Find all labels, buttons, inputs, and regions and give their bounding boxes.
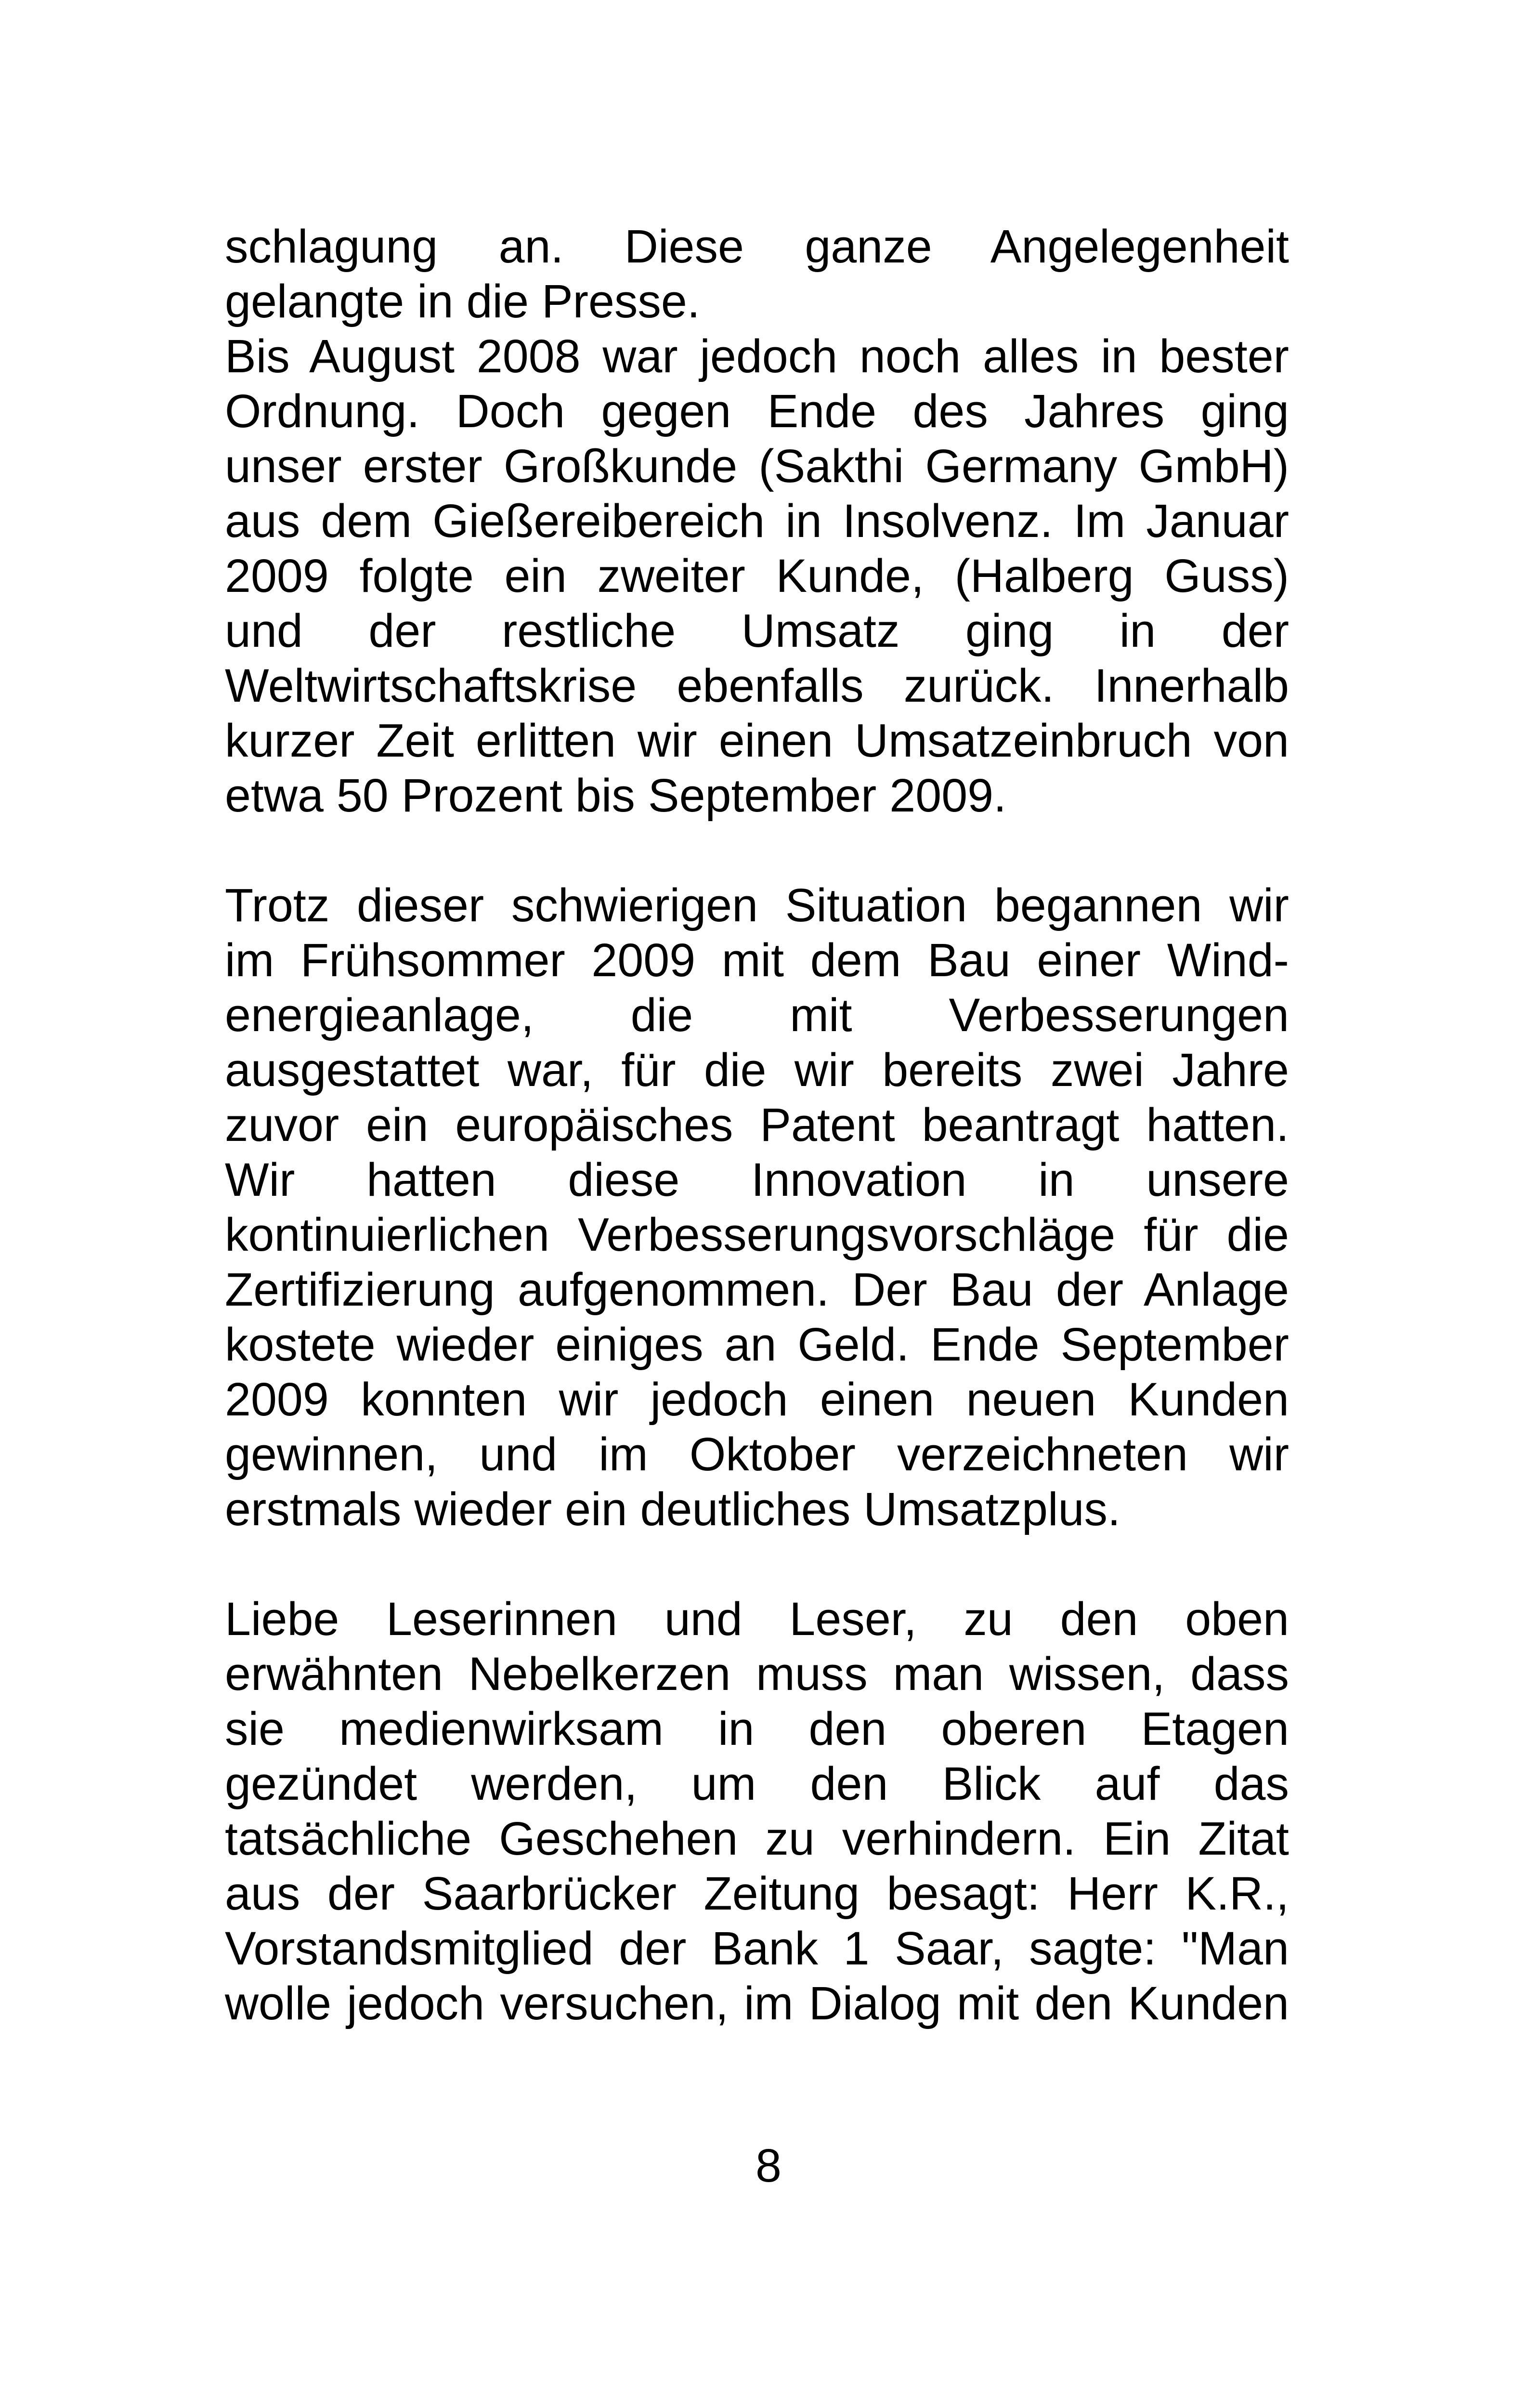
page-number: 8	[755, 2139, 782, 2192]
paragraph-4	[225, 1592, 1289, 2031]
text-line: kostete wieder einiges an Geld. Ende September	[225, 1318, 1289, 1371]
paragraph-3	[225, 878, 1289, 1537]
paragraph-2	[225, 329, 1289, 823]
text-line: etwa 50 Prozent bis September 2009.	[225, 769, 1007, 822]
text-line: gelangte in die Presse.	[225, 275, 700, 327]
text-line: Trotz dieser schwierigen Situation begannen wir	[225, 879, 1289, 931]
text-line: Vorstandsmitglied der Bank 1 Saar, sagte: "Man	[225, 1922, 1289, 1975]
text-line: und der restliche Umsatz ging in der	[225, 604, 1289, 657]
text-line: erwähnten Nebelkerzen muss man wissen, dass	[225, 1648, 1289, 1700]
text-line: 2009 konnten wir jedoch einen neuen Kunden	[225, 1373, 1289, 1426]
text-line: ausgestattet war, für die wir bereits zwei Jahre	[225, 1044, 1289, 1096]
body-text	[225, 219, 1289, 2031]
text-line: unser erster Großkunde (Sakthi Germany GmbH)	[225, 440, 1289, 492]
text-line: kontinuierlichen Verbesserungsvorschläge für die	[225, 1208, 1289, 1261]
text-line: kurzer Zeit erlitten wir einen Umsatzeinbruch von	[225, 714, 1289, 767]
text-line: Bis August 2008 war jedoch noch alles in bester	[225, 330, 1289, 382]
text-line: tatsächliche Geschehen zu verhindern. Ein Zitat	[225, 1812, 1289, 1865]
text-line: schlagung an. Diese ganze Angelegenheit	[225, 220, 1289, 273]
text-line: gewinnen, und im Oktober verzeichneten wir	[225, 1428, 1289, 1480]
text-line: Liebe Leserinnen und Leser, zu den oben	[225, 1593, 1289, 1645]
text-line: energieanlage, die mit Verbesserungen	[225, 989, 1289, 1041]
text-line: aus dem Gießereibereich in Insolvenz. Im Januar	[225, 495, 1289, 547]
text-line: aus der Saarbrücker Zeitung besagt: Herr K.R.,	[225, 1867, 1289, 1920]
text-line: gezündet werden, um den Blick auf das	[225, 1757, 1289, 1810]
text-line: Weltwirtschaftskrise ebenfalls zurück. Innerhalb	[225, 659, 1289, 712]
text-line: zuvor ein europäisches Patent beantragt hatten.	[225, 1099, 1289, 1151]
text-line: Zertifizierung aufgenommen. Der Bau der Anlage	[225, 1263, 1289, 1316]
text-line: Ordnung. Doch gegen Ende des Jahres ging	[225, 385, 1289, 437]
paragraph-1	[225, 219, 1289, 329]
text-line: 2009 folgte ein zweiter Kunde, (Halberg Guss)	[225, 550, 1289, 602]
text-line: Wir hatten diese Innovation in unsere	[225, 1153, 1289, 1206]
text-line: sie medienwirksam in den oberen Etagen	[225, 1702, 1289, 1755]
text-line: erstmals wieder ein deutliches Umsatzplus.	[225, 1483, 1120, 1535]
text-line: wolle jedoch versuchen, im Dialog mit den Kunden	[225, 1977, 1289, 2029]
text-line: im Frühsommer 2009 mit dem Bau einer Wind-	[225, 934, 1289, 986]
